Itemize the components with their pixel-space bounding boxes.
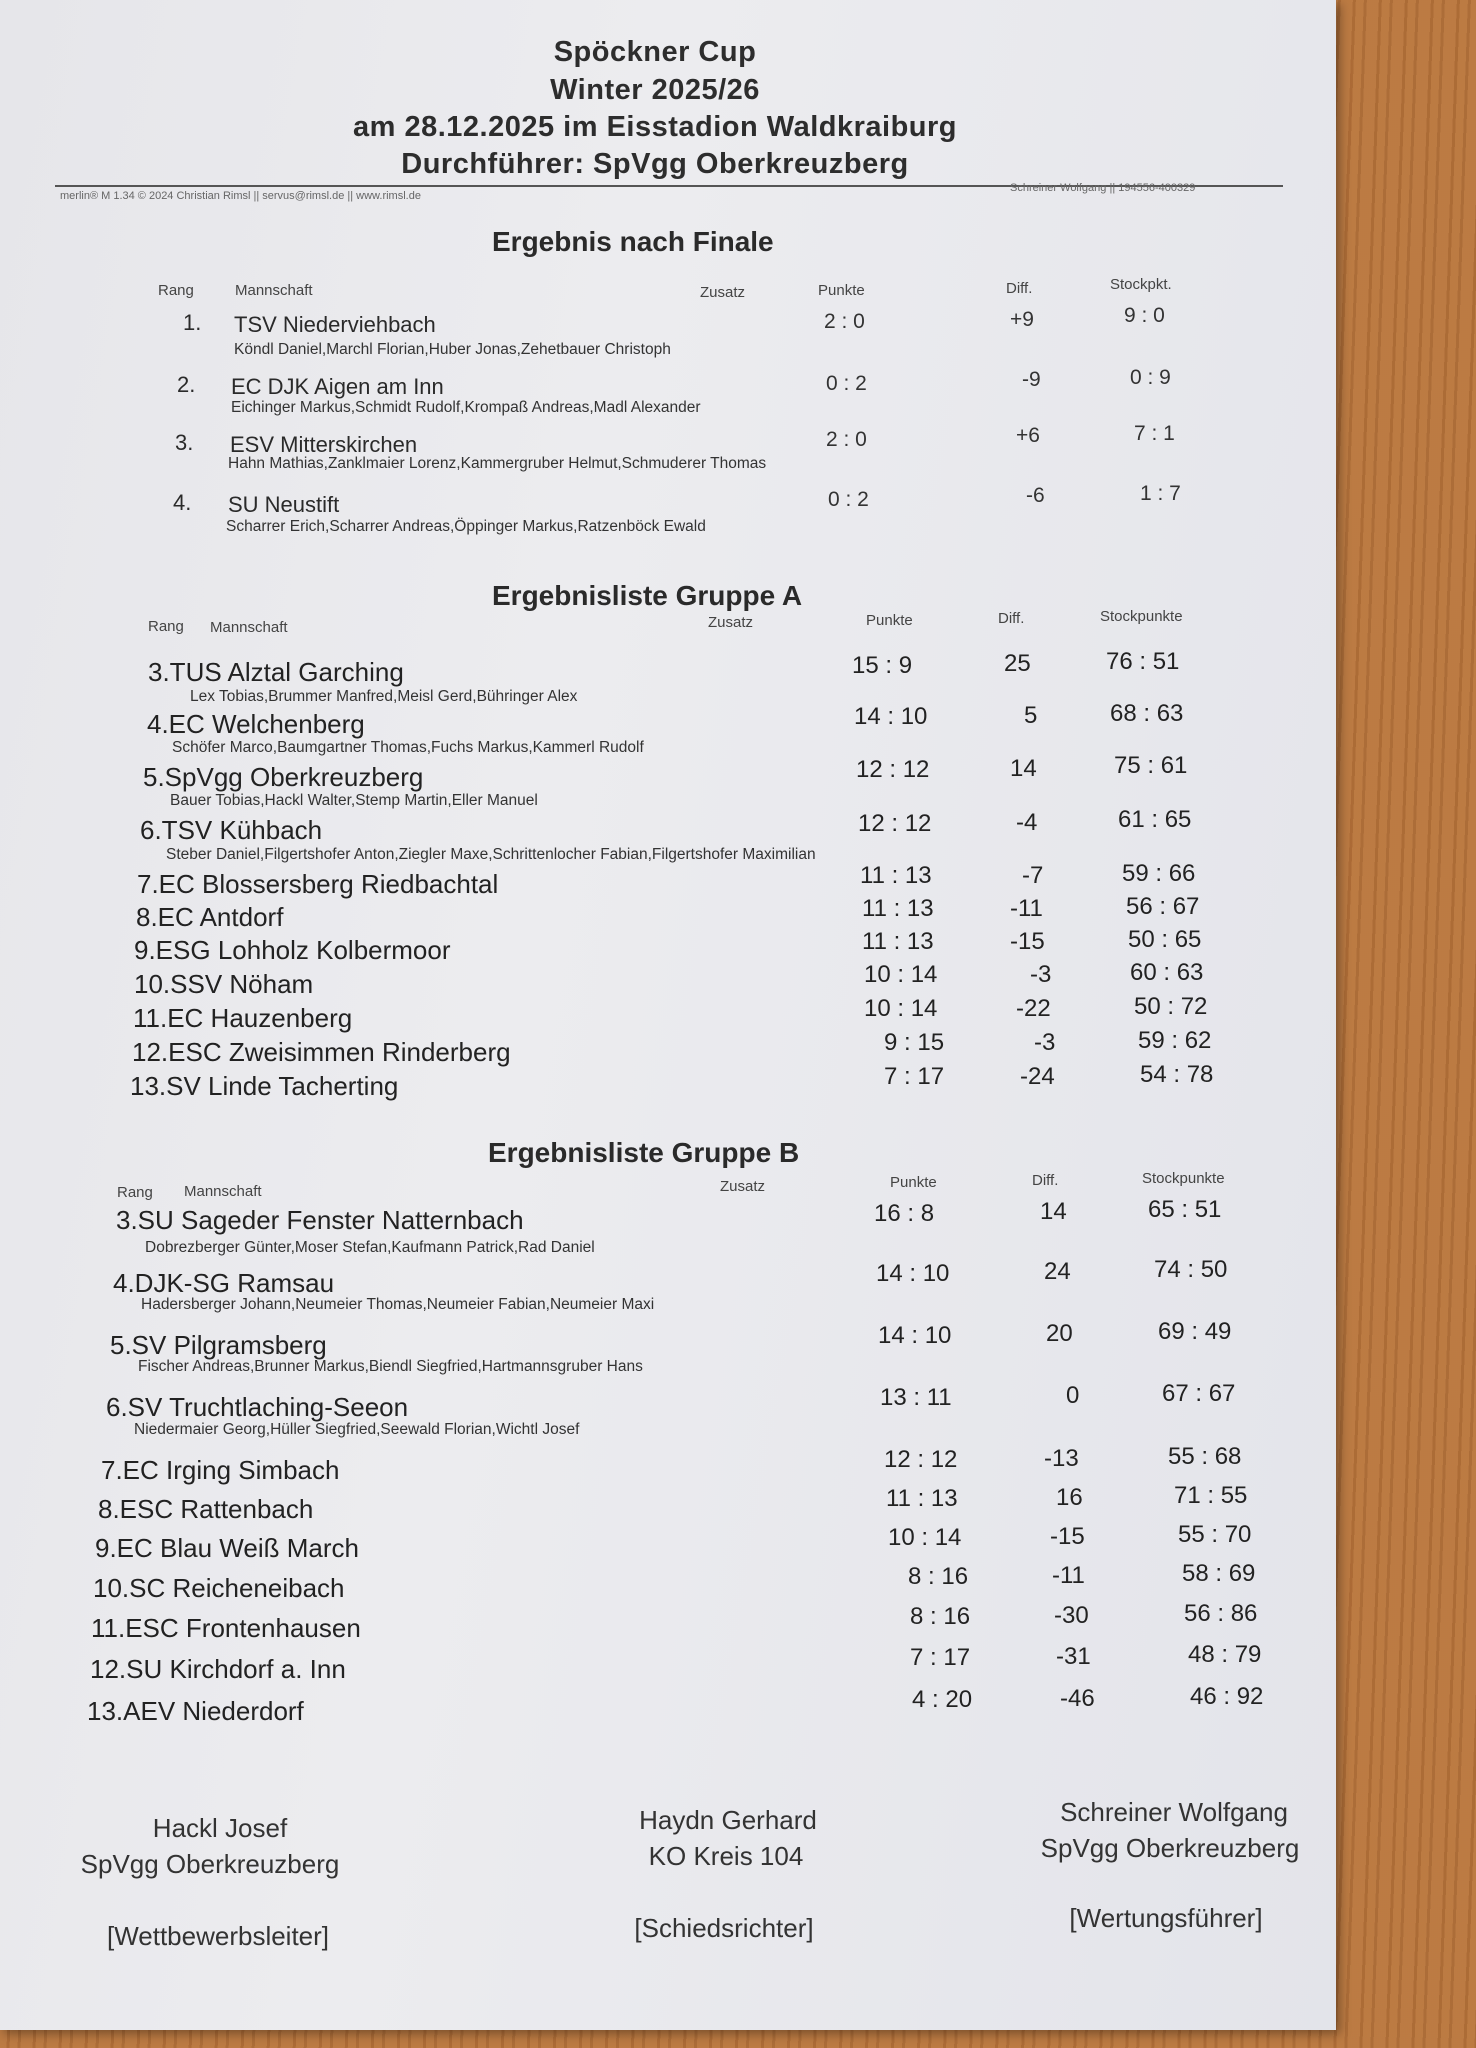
group-a-title: Ergebnisliste Gruppe A bbox=[492, 580, 803, 611]
signature-1-role: [Wettbewerbsleiter] bbox=[106, 1921, 330, 1951]
group-a-header-stock: Stockpunkte bbox=[1100, 608, 1183, 625]
group-a-diff: -3 bbox=[1030, 961, 1052, 988]
group-a-punkte: 14 : 10 bbox=[854, 703, 928, 730]
final-team: ESV Mitterskirchen bbox=[230, 432, 418, 457]
header-line-1: Spöckner Cup bbox=[553, 36, 757, 68]
group-b-punkte: 4 : 20 bbox=[912, 1686, 973, 1713]
group-b-diff: 14 bbox=[1040, 1198, 1067, 1225]
group-a-team: 9.ESG Lohholz Kolbermoor bbox=[134, 935, 451, 965]
final-stock: 9 : 0 bbox=[1124, 304, 1165, 327]
group-a-stock: 75 : 61 bbox=[1114, 752, 1188, 779]
group-a-stock: 50 : 65 bbox=[1128, 926, 1202, 953]
group-b-stock: 56 : 86 bbox=[1184, 1600, 1258, 1627]
final-header-diff: Diff. bbox=[1006, 280, 1033, 297]
group-a-diff: 25 bbox=[1004, 650, 1031, 677]
group-a-header-diff: Diff. bbox=[998, 610, 1025, 627]
footer-left: merlin® M 1.34 © 2024 Christian Rimsl || servus@rimsl.de || www.rimsl.de bbox=[60, 190, 421, 202]
final-team: SU Neustift bbox=[228, 492, 340, 517]
signature-1-name: Hackl Josef bbox=[152, 1813, 288, 1843]
group-a-team: 6.TSV Kühbach bbox=[140, 815, 323, 845]
group-a-stock: 76 : 51 bbox=[1106, 648, 1180, 675]
final-diff: -9 bbox=[1022, 368, 1041, 391]
final-rank: 1. bbox=[183, 310, 202, 335]
group-b-stock: 48 : 79 bbox=[1188, 1641, 1262, 1668]
final-team: EC DJK Aigen am Inn bbox=[231, 374, 444, 399]
group-b-punkte: 10 : 14 bbox=[888, 1524, 962, 1551]
group-a-team: 8.EC Antdorf bbox=[136, 902, 284, 932]
group-a-stock: 50 : 72 bbox=[1134, 993, 1208, 1020]
group-b-header-rang: Rang bbox=[117, 1184, 153, 1201]
group-a-team: 11.EC Hauzenberg bbox=[133, 1003, 353, 1033]
group-b-team: 6.SV Truchtlaching-Seeon bbox=[106, 1392, 409, 1422]
group-b-header-team: Mannschaft bbox=[184, 1183, 262, 1200]
final-rank: 2. bbox=[177, 372, 196, 397]
group-b-stock: 69 : 49 bbox=[1158, 1318, 1232, 1345]
group-a-punkte: 10 : 14 bbox=[864, 995, 938, 1022]
final-team: TSV Niederviehbach bbox=[234, 312, 436, 337]
group-a-team: 13.SV Linde Tacherting bbox=[130, 1071, 399, 1101]
group-b-team: 10.SC Reicheneibach bbox=[93, 1573, 345, 1603]
group-b-stock: 65 : 51 bbox=[1148, 1196, 1222, 1223]
group-a-punkte: 9 : 15 bbox=[884, 1029, 945, 1056]
group-b-stock: 71 : 55 bbox=[1174, 1482, 1248, 1509]
signature-3-name: Schreiner Wolfgang bbox=[1060, 1797, 1288, 1827]
group-a-punkte: 15 : 9 bbox=[852, 652, 913, 679]
group-a-diff: -3 bbox=[1034, 1029, 1056, 1056]
final-rank: 4. bbox=[173, 490, 192, 515]
group-a-members: Steber Daniel,Filgertshofer Anton,Ziegler Maxe,Schrittenlocher Fabian,Filgertshofer Maximilian bbox=[166, 846, 816, 863]
group-a-team: 4.EC Welchenberg bbox=[147, 709, 365, 739]
signature-3-org: SpVgg Oberkreuzberg bbox=[1040, 1833, 1300, 1863]
group-a-diff: 5 bbox=[1024, 702, 1038, 729]
final-members: Hahn Mathias,Zanklmaier Lorenz,Kammergruber Helmut,Schmuderer Thomas bbox=[228, 455, 767, 472]
final-punkte: 0 : 2 bbox=[826, 372, 867, 395]
group-a-diff: -22 bbox=[1016, 995, 1051, 1022]
final-stock: 1 : 7 bbox=[1140, 482, 1181, 505]
group-b-punkte: 14 : 10 bbox=[878, 1322, 952, 1349]
group-a-diff: -4 bbox=[1016, 809, 1038, 836]
group-a-header-punkte: Punkte bbox=[866, 612, 913, 629]
group-b-team: 11.ESC Frontenhausen bbox=[91, 1613, 361, 1643]
group-a-header-rang: Rang bbox=[148, 618, 184, 635]
group-b-punkte: 12 : 12 bbox=[884, 1446, 958, 1473]
final-punkte: 2 : 0 bbox=[826, 428, 867, 451]
final-stock: 0 : 9 bbox=[1130, 366, 1171, 389]
group-b-stock: 46 : 92 bbox=[1190, 1683, 1264, 1710]
group-a-diff: -11 bbox=[1010, 895, 1043, 922]
group-b-stock: 74 : 50 bbox=[1154, 1256, 1228, 1283]
group-b-diff: 16 bbox=[1056, 1484, 1083, 1511]
final-members: Eichinger Markus,Schmidt Rudolf,Krompaß Andreas,Madl Alexander bbox=[231, 399, 701, 416]
group-b-team: 8.ESC Rattenbach bbox=[98, 1494, 314, 1524]
group-b-members: Niedermaier Georg,Hüller Siegfried,Seewald Florian,Wichtl Josef bbox=[134, 1421, 580, 1438]
group-b-title: Ergebnisliste Gruppe B bbox=[488, 1137, 800, 1168]
group-a-header-zusatz: Zusatz bbox=[708, 614, 754, 631]
header-line-3: am 28.12.2025 im Eisstadion Waldkraiburg bbox=[353, 111, 957, 143]
group-b-diff: 20 bbox=[1046, 1320, 1073, 1347]
footer-right: Schreiner Wolfgang || 194556-400329 bbox=[1010, 182, 1196, 194]
final-header-stock: Stockpkt. bbox=[1110, 276, 1172, 293]
group-b-team: 7.EC Irging Simbach bbox=[101, 1455, 340, 1485]
group-b-team: 5.SV Pilgramsberg bbox=[110, 1330, 327, 1360]
group-b-team: 13.AEV Niederdorf bbox=[87, 1696, 304, 1726]
signature-2-name: Haydn Gerhard bbox=[639, 1805, 817, 1835]
group-a-team: 3.TUS Alztal Garching bbox=[148, 657, 404, 687]
signature-2-role: [Schiedsrichter] bbox=[634, 1913, 814, 1943]
group-a-punkte: 11 : 13 bbox=[862, 895, 934, 922]
group-b-team: 9.EC Blau Weiß March bbox=[95, 1533, 359, 1563]
signature-3-role: [Wertungsführer] bbox=[1069, 1903, 1263, 1933]
group-b-stock: 55 : 68 bbox=[1168, 1443, 1242, 1470]
final-header-team: Mannschaft bbox=[235, 282, 313, 299]
group-b-punkte: 14 : 10 bbox=[876, 1260, 950, 1287]
signature-1-org: SpVgg Oberkreuzberg bbox=[80, 1849, 340, 1879]
final-members: Scharrer Erich,Scharrer Andreas,Öppinger Markus,Ratzenböck Ewald bbox=[226, 518, 706, 535]
group-a-diff: 14 bbox=[1010, 755, 1037, 782]
group-a-members: Schöfer Marco,Baumgartner Thomas,Fuchs Markus,Kammerl Rudolf bbox=[172, 739, 644, 756]
group-b-header-stock: Stockpunkte bbox=[1142, 1170, 1225, 1187]
group-b-stock: 58 : 69 bbox=[1182, 1560, 1256, 1587]
group-b-punkte: 16 : 8 bbox=[874, 1200, 935, 1227]
group-b-diff: 24 bbox=[1044, 1258, 1071, 1285]
group-b-punkte: 13 : 11 bbox=[880, 1384, 952, 1411]
group-b-diff: -11 bbox=[1052, 1562, 1085, 1589]
group-b-punkte: 11 : 13 bbox=[886, 1485, 958, 1512]
group-b-members: Fischer Andreas,Brunner Markus,Biendl Siegfried,Hartmannsgruber Hans bbox=[138, 1358, 643, 1375]
group-b-diff: -13 bbox=[1044, 1445, 1079, 1472]
group-b-header-zusatz: Zusatz bbox=[720, 1178, 766, 1195]
group-a-punkte: 11 : 13 bbox=[862, 928, 934, 955]
group-a-diff: -7 bbox=[1022, 862, 1044, 889]
group-a-stock: 61 : 65 bbox=[1118, 806, 1192, 833]
group-b-header-diff: Diff. bbox=[1032, 1172, 1059, 1189]
group-a-members: Lex Tobias,Brummer Manfred,Meisl Gerd,Bühringer Alex bbox=[190, 688, 578, 705]
group-b-diff: 0 bbox=[1066, 1382, 1080, 1409]
group-b-punkte: 8 : 16 bbox=[910, 1603, 971, 1630]
group-b-punkte: 7 : 17 bbox=[910, 1644, 971, 1671]
final-stock: 7 : 1 bbox=[1134, 422, 1175, 445]
group-b-punkte: 8 : 16 bbox=[908, 1563, 969, 1590]
final-rank: 3. bbox=[175, 430, 194, 455]
final-header-zusatz: Zusatz bbox=[700, 284, 746, 301]
group-a-team: 10.SSV Nöham bbox=[134, 969, 314, 999]
final-header-rang: Rang bbox=[158, 282, 194, 299]
group-b-diff: -46 bbox=[1060, 1685, 1095, 1712]
group-b-team: 3.SU Sageder Fenster Natternbach bbox=[116, 1205, 524, 1235]
group-a-stock: 56 : 67 bbox=[1126, 893, 1200, 920]
group-a-team: 12.ESC Zweisimmen Rinderberg bbox=[132, 1037, 511, 1067]
group-b-members: Hadersberger Johann,Neumeier Thomas,Neumeier Fabian,Neumeier Maxi bbox=[141, 1296, 655, 1313]
final-members: Köndl Daniel,Marchl Florian,Huber Jonas,Zehetbauer Christoph bbox=[234, 341, 671, 358]
group-a-diff: -24 bbox=[1020, 1063, 1055, 1090]
final-punkte: 2 : 0 bbox=[824, 310, 865, 333]
group-a-stock: 59 : 66 bbox=[1122, 860, 1196, 887]
group-a-stock: 60 : 63 bbox=[1130, 959, 1204, 986]
final-punkte: 0 : 2 bbox=[828, 488, 869, 511]
final-diff: +9 bbox=[1010, 308, 1034, 331]
group-a-stock: 54 : 78 bbox=[1140, 1061, 1214, 1088]
group-b-diff: -31 bbox=[1056, 1643, 1091, 1670]
final-diff: -6 bbox=[1026, 484, 1045, 507]
group-a-punkte: 7 : 17 bbox=[884, 1063, 945, 1090]
group-a-team: 5.SpVgg Oberkreuzberg bbox=[143, 762, 424, 792]
group-a-punkte: 10 : 14 bbox=[864, 961, 938, 988]
group-b-stock: 67 : 67 bbox=[1162, 1380, 1236, 1407]
header-line-2: Winter 2025/26 bbox=[550, 74, 760, 106]
signature-2-org: KO Kreis 104 bbox=[648, 1841, 804, 1871]
group-a-diff: -15 bbox=[1010, 928, 1045, 955]
group-b-stock: 55 : 70 bbox=[1178, 1521, 1252, 1548]
group-b-header-punkte: Punkte bbox=[890, 1174, 937, 1191]
group-b-team: 12.SU Kirchdorf a. Inn bbox=[90, 1654, 346, 1684]
final-header-punkte: Punkte bbox=[818, 282, 865, 299]
group-a-stock: 59 : 62 bbox=[1138, 1027, 1212, 1054]
group-a-header-team: Mannschaft bbox=[210, 619, 288, 636]
group-b-members: Dobrezberger Günter,Moser Stefan,Kaufmann Patrick,Rad Daniel bbox=[145, 1239, 595, 1256]
final-title: Ergebnis nach Finale bbox=[492, 226, 774, 257]
group-a-team: 7.EC Blossersberg Riedbachtal bbox=[137, 869, 499, 899]
group-a-punkte: 11 : 13 bbox=[860, 862, 932, 889]
group-a-punkte: 12 : 12 bbox=[858, 810, 932, 837]
group-a-members: Bauer Tobias,Hackl Walter,Stemp Martin,Eller Manuel bbox=[170, 792, 538, 809]
group-b-team: 4.DJK-SG Ramsau bbox=[113, 1268, 335, 1298]
final-diff: +6 bbox=[1016, 424, 1040, 447]
header-line-4: Durchführer: SpVgg Oberkreuzberg bbox=[401, 148, 909, 180]
group-a-punkte: 12 : 12 bbox=[856, 756, 930, 783]
group-b-diff: -15 bbox=[1050, 1523, 1085, 1550]
group-a-stock: 68 : 63 bbox=[1110, 700, 1184, 727]
group-b-diff: -30 bbox=[1054, 1602, 1089, 1629]
